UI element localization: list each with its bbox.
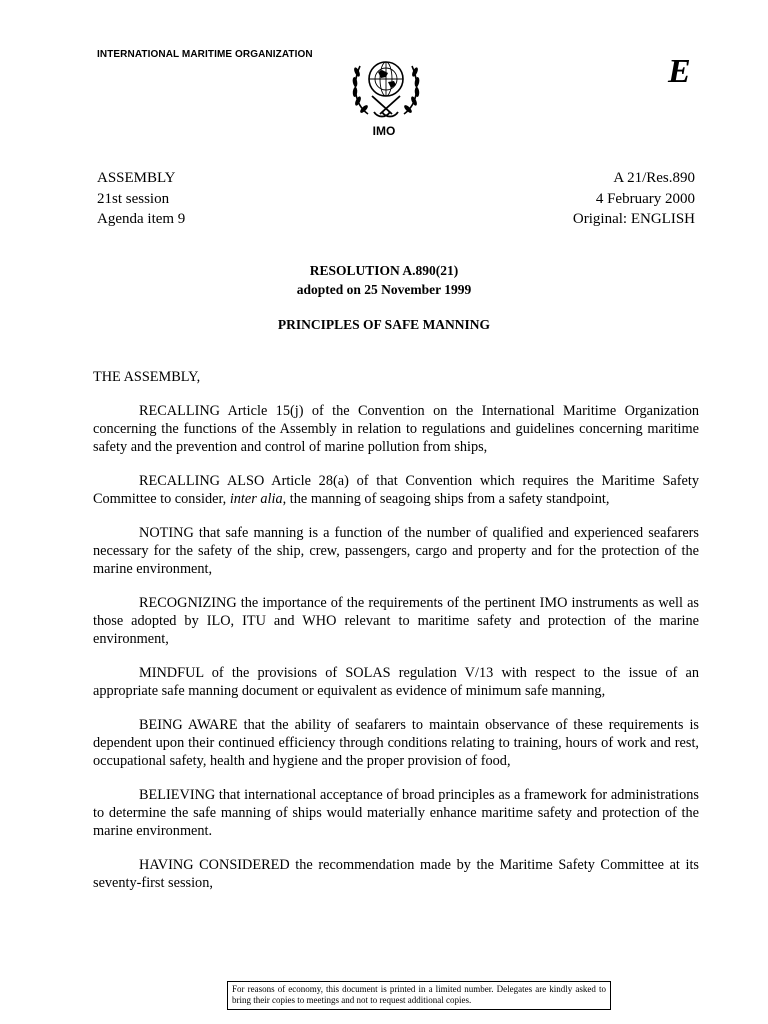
- paragraph-recalling: RECALLING Article 15(j) of the Convention on the International Maritime Organization concerning the functions of the Assembly in relation to regulations and guidelines concerning maritime safety and the prevention and control of marine pollution from ships,: [93, 403, 699, 455]
- emblem-caption: IMO: [372, 124, 396, 138]
- paragraph-text: RECALLING ALSO Article 28(a) of that Convention which requires the Maritime Safety Committee to consider,: [93, 473, 699, 507]
- session-label: 21st session: [97, 190, 170, 207]
- original-language: Original: ENGLISH: [572, 211, 695, 227]
- assembly-label: ASSEMBLY: [97, 170, 176, 186]
- document-info: [573, 168, 695, 230]
- resolution-body: [93, 368, 699, 908]
- opening-line: THE ASSEMBLY,: [93, 369, 201, 385]
- paragraph-having-considered: HAVING CONSIDERED the recommendation made by the Maritime Safety Committee at its seventy-first session,: [93, 857, 699, 891]
- adoption-date: adopted on 25 November 1999: [296, 281, 472, 297]
- italic-phrase: inter alia: [229, 491, 283, 507]
- session-info: [97, 168, 185, 230]
- paragraph-being-aware: BEING AWARE that the ability of seafarers to maintain observance of these requirements is dependent upon their continued efficiency through conditions relating to training, hours of work and rest, occupational safety, health and hygiene and the proper provision of food,: [93, 717, 699, 769]
- paragraph-recognizing: RECOGNIZING the importance of the requirements of the pertinent IMO instruments as well as those adopted by ILO, ITU and WHO relevant to maritime safety and protection of the marine environment,: [93, 595, 699, 647]
- paragraph-mindful: MINDFUL of the provisions of SOLAS regulation V/13 with respect to the issue of an appropriate safe manning document or equivalent as evidence of minimum safe manning,: [93, 665, 699, 699]
- resolution-heading: [0, 262, 768, 299]
- language-mark: E: [668, 53, 691, 90]
- resolution-number: RESOLUTION A.890(21): [309, 263, 459, 278]
- document-symbol: A 21/Res.890: [613, 170, 695, 186]
- paragraph-noting: NOTING that safe manning is a function of the number of qualified and experienced seafarers necessary for the safety of the ship, crew, passengers, cargo and property and for the protection of the marine environment,: [93, 525, 699, 577]
- paragraph-text: , the manning of seagoing ships from a safety standpoint,: [282, 491, 610, 507]
- paragraph-recalling-also: [93, 472, 699, 508]
- organization-name: INTERNATIONAL MARITIME ORGANIZATION: [97, 49, 313, 60]
- imo-emblem-icon: [348, 52, 424, 122]
- paragraph-believing: BELIEVING that international acceptance of broad principles as a framework for administrations to determine the safe manning of ships would materially enhance maritime safety and protection of the marine environment.: [93, 787, 699, 839]
- agenda-item-label: Agenda item 9: [97, 211, 186, 227]
- resolution-title: PRINCIPLES OF SAFE MANNING: [277, 317, 491, 332]
- document-date: 4 February 2000: [595, 190, 695, 207]
- economy-notice: For reasons of economy, this document is printed in a limited number. Delegates are kindly asked to bring their copies to meetings and not to request additional copies.: [227, 981, 611, 1010]
